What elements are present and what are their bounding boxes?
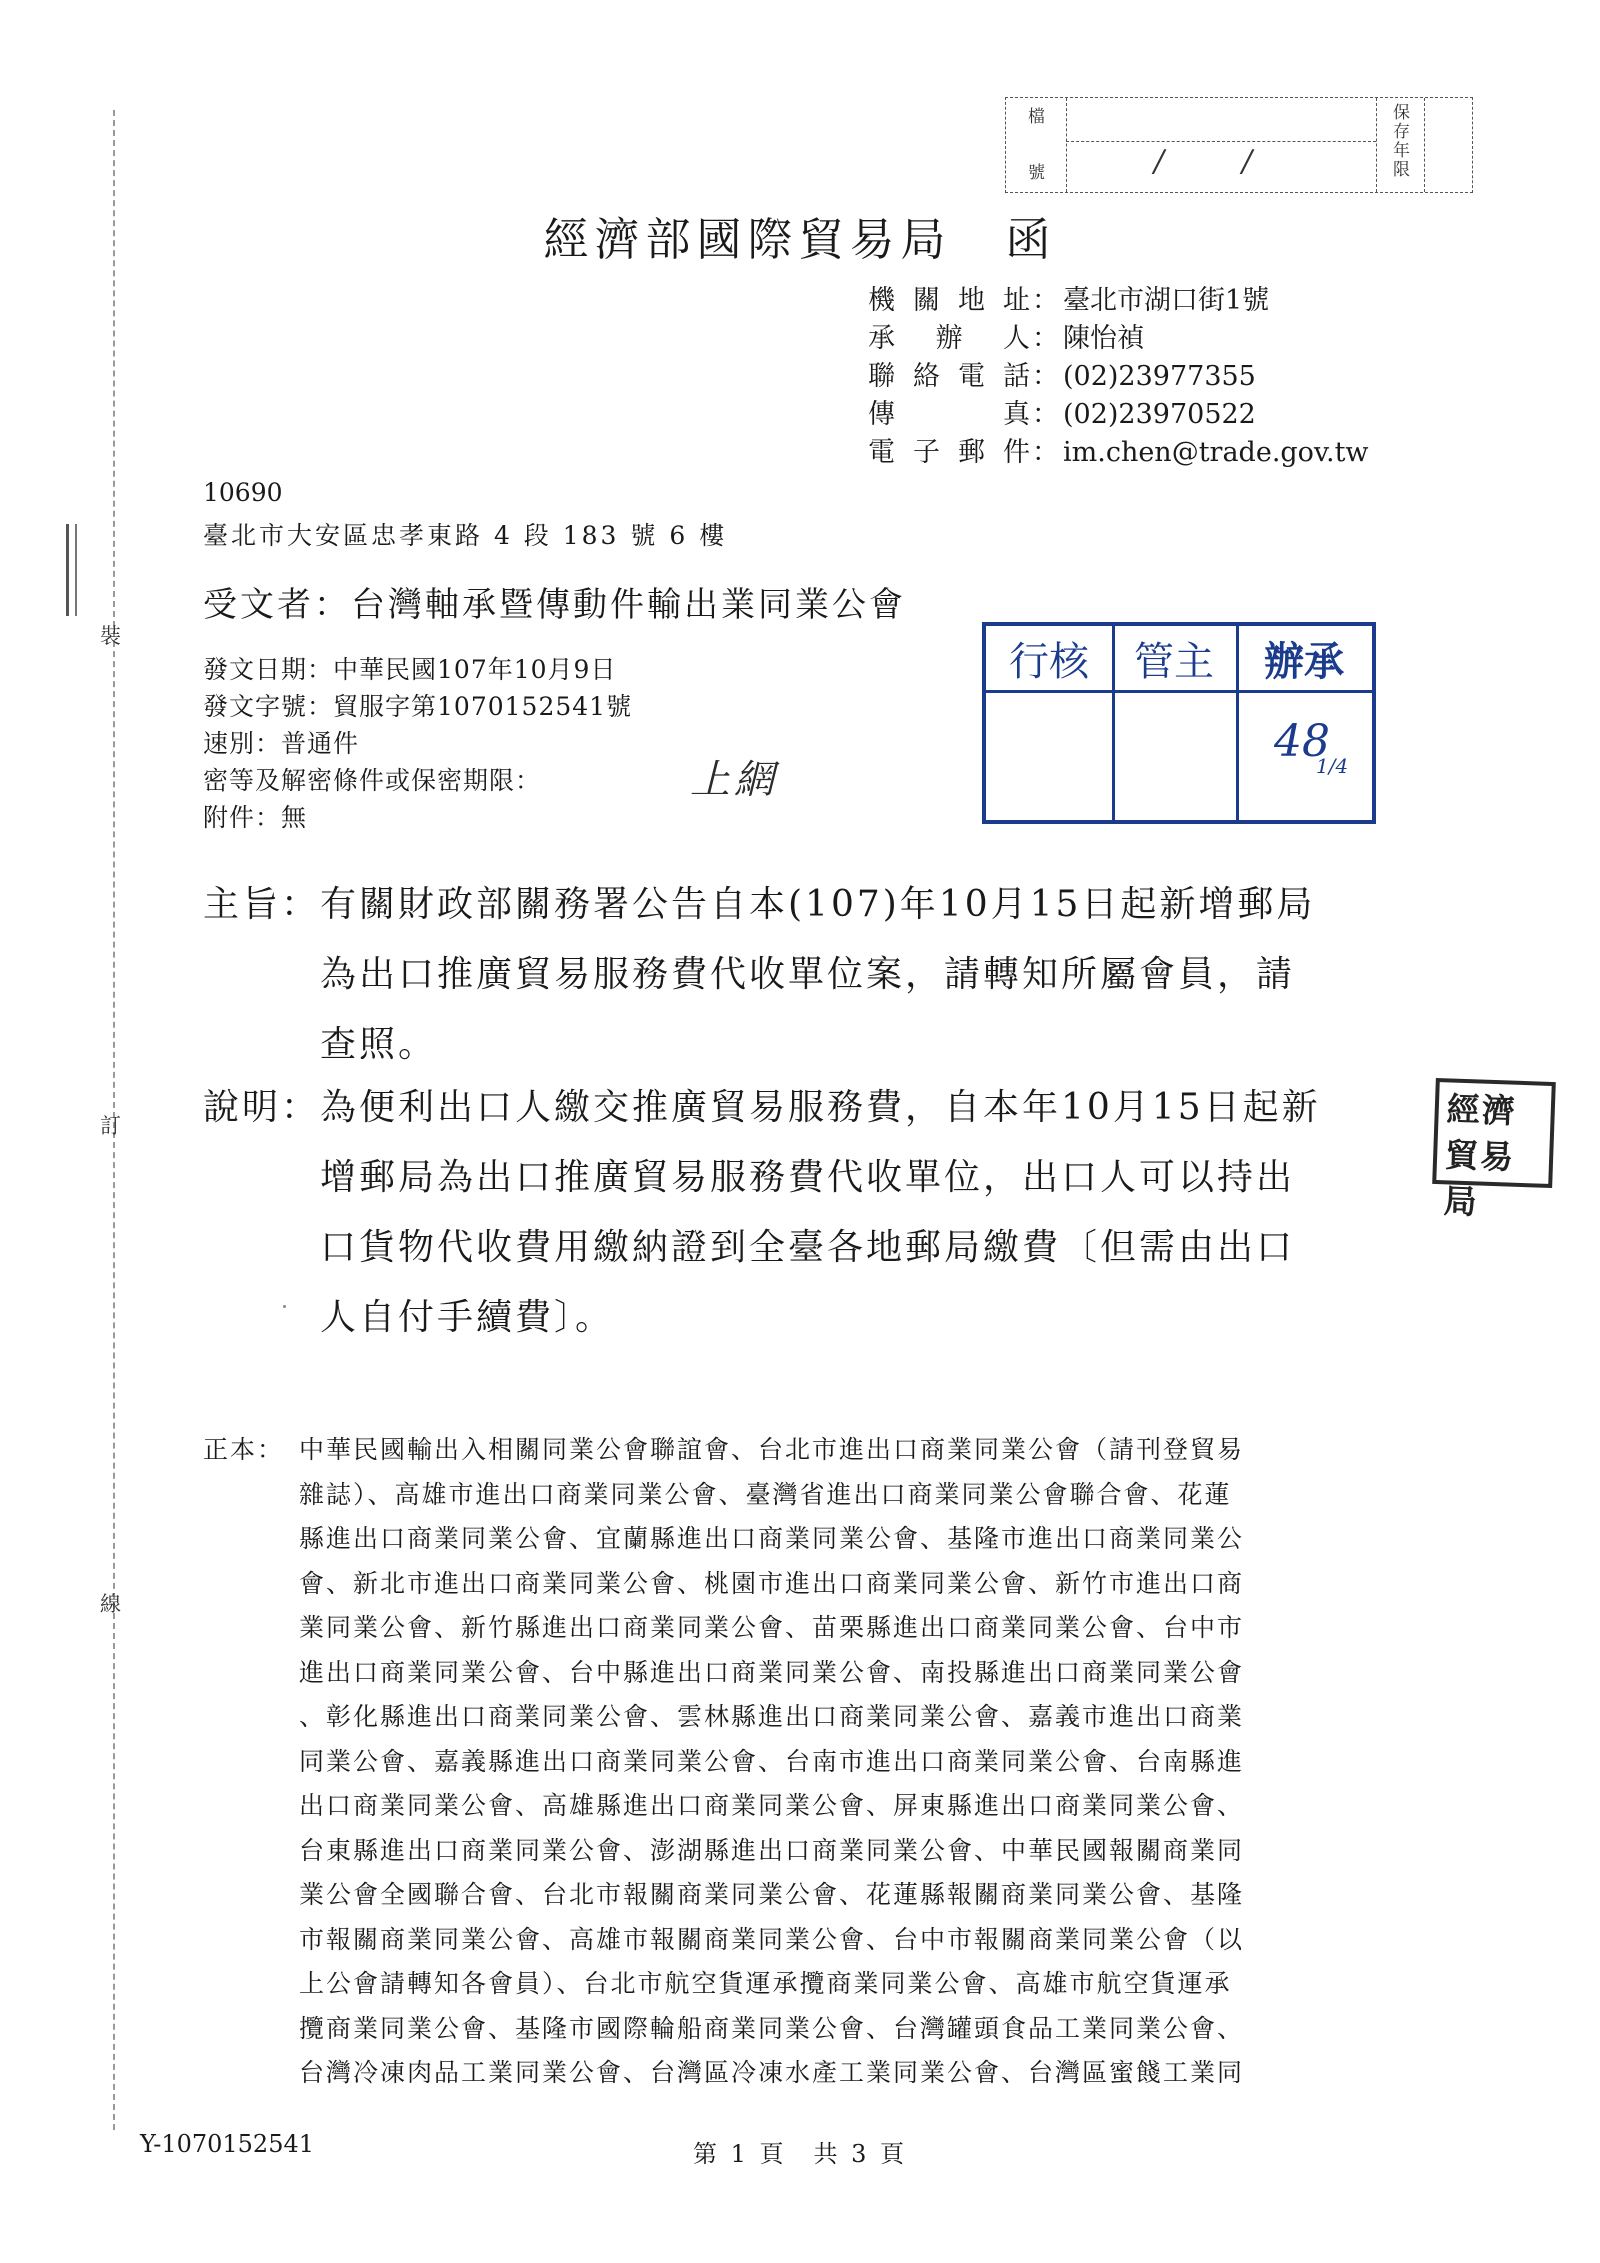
subject-line: 為出口推廣貿易服務費代收單位案，請轉知所屬會員，請: [320, 954, 1296, 995]
binding-hole-mark: [66, 524, 77, 616]
postal-code: 10690: [203, 478, 283, 507]
stamp-cell-handler: 辦承: [1236, 626, 1372, 693]
explanation-line: 人自付手續費〕。: [320, 1297, 615, 1338]
distribution-line: 台灣冷凍肉品工業同業公會、台灣區冷凍水產工業同業公會、台灣區蜜餞工業同: [299, 2058, 1245, 2087]
document-type: 函: [1005, 213, 1057, 266]
archive-slash-2: /: [1242, 144, 1253, 179]
meta-row-speed: [203, 725, 632, 762]
handler-date-mark: 1/4: [1316, 754, 1349, 778]
subject-label: 主旨：: [203, 884, 321, 925]
recipient-name: 台灣軸承暨傳動件輸出業同業公會: [351, 585, 906, 625]
archive-file-label: 檔: [1028, 107, 1045, 127]
meta-row-classification: [203, 762, 632, 799]
binding-label-middle: 訂: [100, 1114, 121, 1138]
meta-row-attachment: [203, 799, 632, 836]
meta-row-number: [203, 688, 632, 725]
distribution-line: 業同業公會、新竹縣進出口商業同業公會、苗栗縣進出口商業同業公會、台中市: [299, 1613, 1245, 1642]
meta-value: 無: [281, 803, 308, 832]
contact-label: 傳真: [868, 399, 1032, 430]
distribution-line: 縣進出口商業同業公會、宜蘭縣進出口商業同業公會、基隆市進出口商業同業公: [299, 1524, 1245, 1553]
meta-value: 中華民國107年10月9日: [333, 655, 617, 684]
distribution-line: 市報關商業同業公會、高雄市報關商業同業公會、台中市報關商業同業公會（以: [299, 1924, 1245, 1954]
meta-value: 貿服字第1070152541號: [333, 692, 633, 721]
meta-label: 附件：: [203, 803, 282, 832]
explanation-line: 為便利出口人繳交推廣貿易服務費，自本年10月15日起新: [320, 1087, 1321, 1128]
handwritten-note: 上網: [690, 757, 778, 803]
document-id: Y-1070152541: [140, 2130, 315, 2158]
document-meta: [203, 651, 632, 836]
contact-block: [868, 282, 1369, 472]
explanation-line: 口貨物代收費用繳納證到全臺各地郵局繳費〔但需由出口: [320, 1227, 1296, 1268]
agency-name: 經濟部國際貿易局: [543, 213, 952, 266]
binding-label-bottom: 線: [100, 1592, 121, 1616]
contact-value: (02)23970522: [1063, 399, 1256, 430]
meta-label: 發文日期：: [203, 655, 334, 684]
contact-row-address: 機關地址： 臺北市湖口街1號: [868, 282, 1369, 320]
distribution-line: 雜誌）、高雄市進出口商業同業公會、臺灣省進出口商業同業公會聯合會、花蓮: [299, 1479, 1232, 1509]
meta-label: 速別：: [203, 729, 282, 758]
contact-value: 陳怡禎: [1063, 323, 1144, 354]
contact-row-phone: 聯絡電話： (02)23977355: [868, 358, 1369, 396]
meta-row-date: [203, 651, 632, 688]
page-number: 第 1 頁 共 3 頁: [692, 2140, 908, 2168]
distribution-line: 中華民國輸出入相關同業公會聯誼會、台北市進出口商業同業公會（請刊登貿易: [299, 1435, 1245, 1464]
agency-seal-stamp: [1432, 1078, 1556, 1222]
distribution-line: 會、新北市進出口商業同業公會、桃園市進出口商業同業公會、新竹市進出口商: [299, 1568, 1245, 1598]
contact-value: (02)23977355: [1063, 361, 1256, 392]
distribution-line: 、彰化縣進出口商業同業公會、雲林縣進出口商業同業公會、嘉義市進出口商業: [299, 1702, 1245, 1731]
seal-line-2: 貿易局: [1442, 1135, 1516, 1222]
meta-label: 密等及解密條件或保密期限：: [203, 766, 542, 795]
meta-label: 發文字號：: [203, 692, 334, 721]
archive-number-box: [1005, 97, 1473, 193]
distribution-line: 進出口商業同業公會、台中縣進出口商業同業公會、南投縣進出口商業同業公會: [299, 1657, 1245, 1687]
contact-row-fax: 傳真： (02)23970522: [868, 396, 1369, 434]
contact-value: 臺北市湖口街1號: [1063, 285, 1270, 316]
distribution-section: [203, 1428, 1419, 2096]
subject-section: [203, 870, 1506, 1080]
contact-value: im.chen@trade.gov.tw: [1063, 437, 1369, 468]
letter-title: [0, 203, 1600, 268]
explanation-section: [203, 1073, 1506, 1353]
distribution-line: 出口商業同業公會、高雄縣進出口商業同業公會、屏東縣進出口商業同業公會、: [299, 1791, 1245, 1820]
distribution-label: 正本：: [203, 1435, 285, 1464]
contact-row-officer: 承辦人： 陳怡禎: [868, 320, 1369, 358]
contact-label: 機關地址: [868, 285, 1032, 316]
mailing-address: 臺北市大安區忠孝東路 4 段 183 號 6 樓: [203, 521, 728, 550]
archive-number-label: 號: [1028, 163, 1045, 183]
contact-label: 承辦人: [868, 323, 1032, 354]
handler-initial: 48: [1274, 716, 1330, 767]
distribution-line: 攬商業同業公會、基隆市國際輪船商業同業公會、台灣罐頭食品工業同業公會、: [299, 2013, 1245, 2043]
stamp-cell-review: 行核: [986, 626, 1112, 693]
explanation-line: 增郵局為出口推廣貿易服務費代收單位，出口人可以持出: [320, 1157, 1296, 1198]
subject-line: 有關財政部關務署公告自本(107)年10月15日起新增郵局: [320, 884, 1316, 925]
meta-value: 普通件: [281, 729, 360, 758]
subject-line: 查照。: [320, 1024, 438, 1065]
recipient-line: [203, 577, 906, 626]
recipient-label: 受文者：: [203, 585, 351, 625]
binding-label-top: 裝: [100, 624, 121, 648]
contact-row-email: 電子郵件： im.chen@trade.gov.tw: [868, 434, 1369, 472]
routing-stamp: [982, 622, 1376, 824]
contact-label: 電子郵件: [868, 437, 1032, 468]
distribution-line: 同業公會、嘉義縣進出口商業同業公會、台南市進出口商業同業公會、台南縣進: [299, 1746, 1245, 1776]
seal-line-1: 經濟: [1446, 1089, 1518, 1131]
distribution-line: 台東縣進出口商業同業公會、澎湖縣進出口商業同業公會、中華民國報關商業同: [299, 1835, 1245, 1865]
scan-speck: [283, 1305, 286, 1308]
contact-label: 聯絡電話: [868, 361, 1032, 392]
archive-slash-1: /: [1154, 144, 1165, 179]
stamp-cell-supervisor: 管主: [1112, 626, 1236, 693]
distribution-line: 上公會請轉知各會員）、台北市航空貨運承攬商業同業公會、高雄市航空貨運承: [299, 1969, 1232, 1998]
explanation-label: 說明：: [203, 1087, 321, 1128]
archive-keep-label: 保存年限: [1393, 103, 1410, 180]
distribution-line: 業公會全國聯合會、台北市報關商業同業公會、花蓮縣報關商業同業公會、基隆: [299, 1880, 1245, 1909]
